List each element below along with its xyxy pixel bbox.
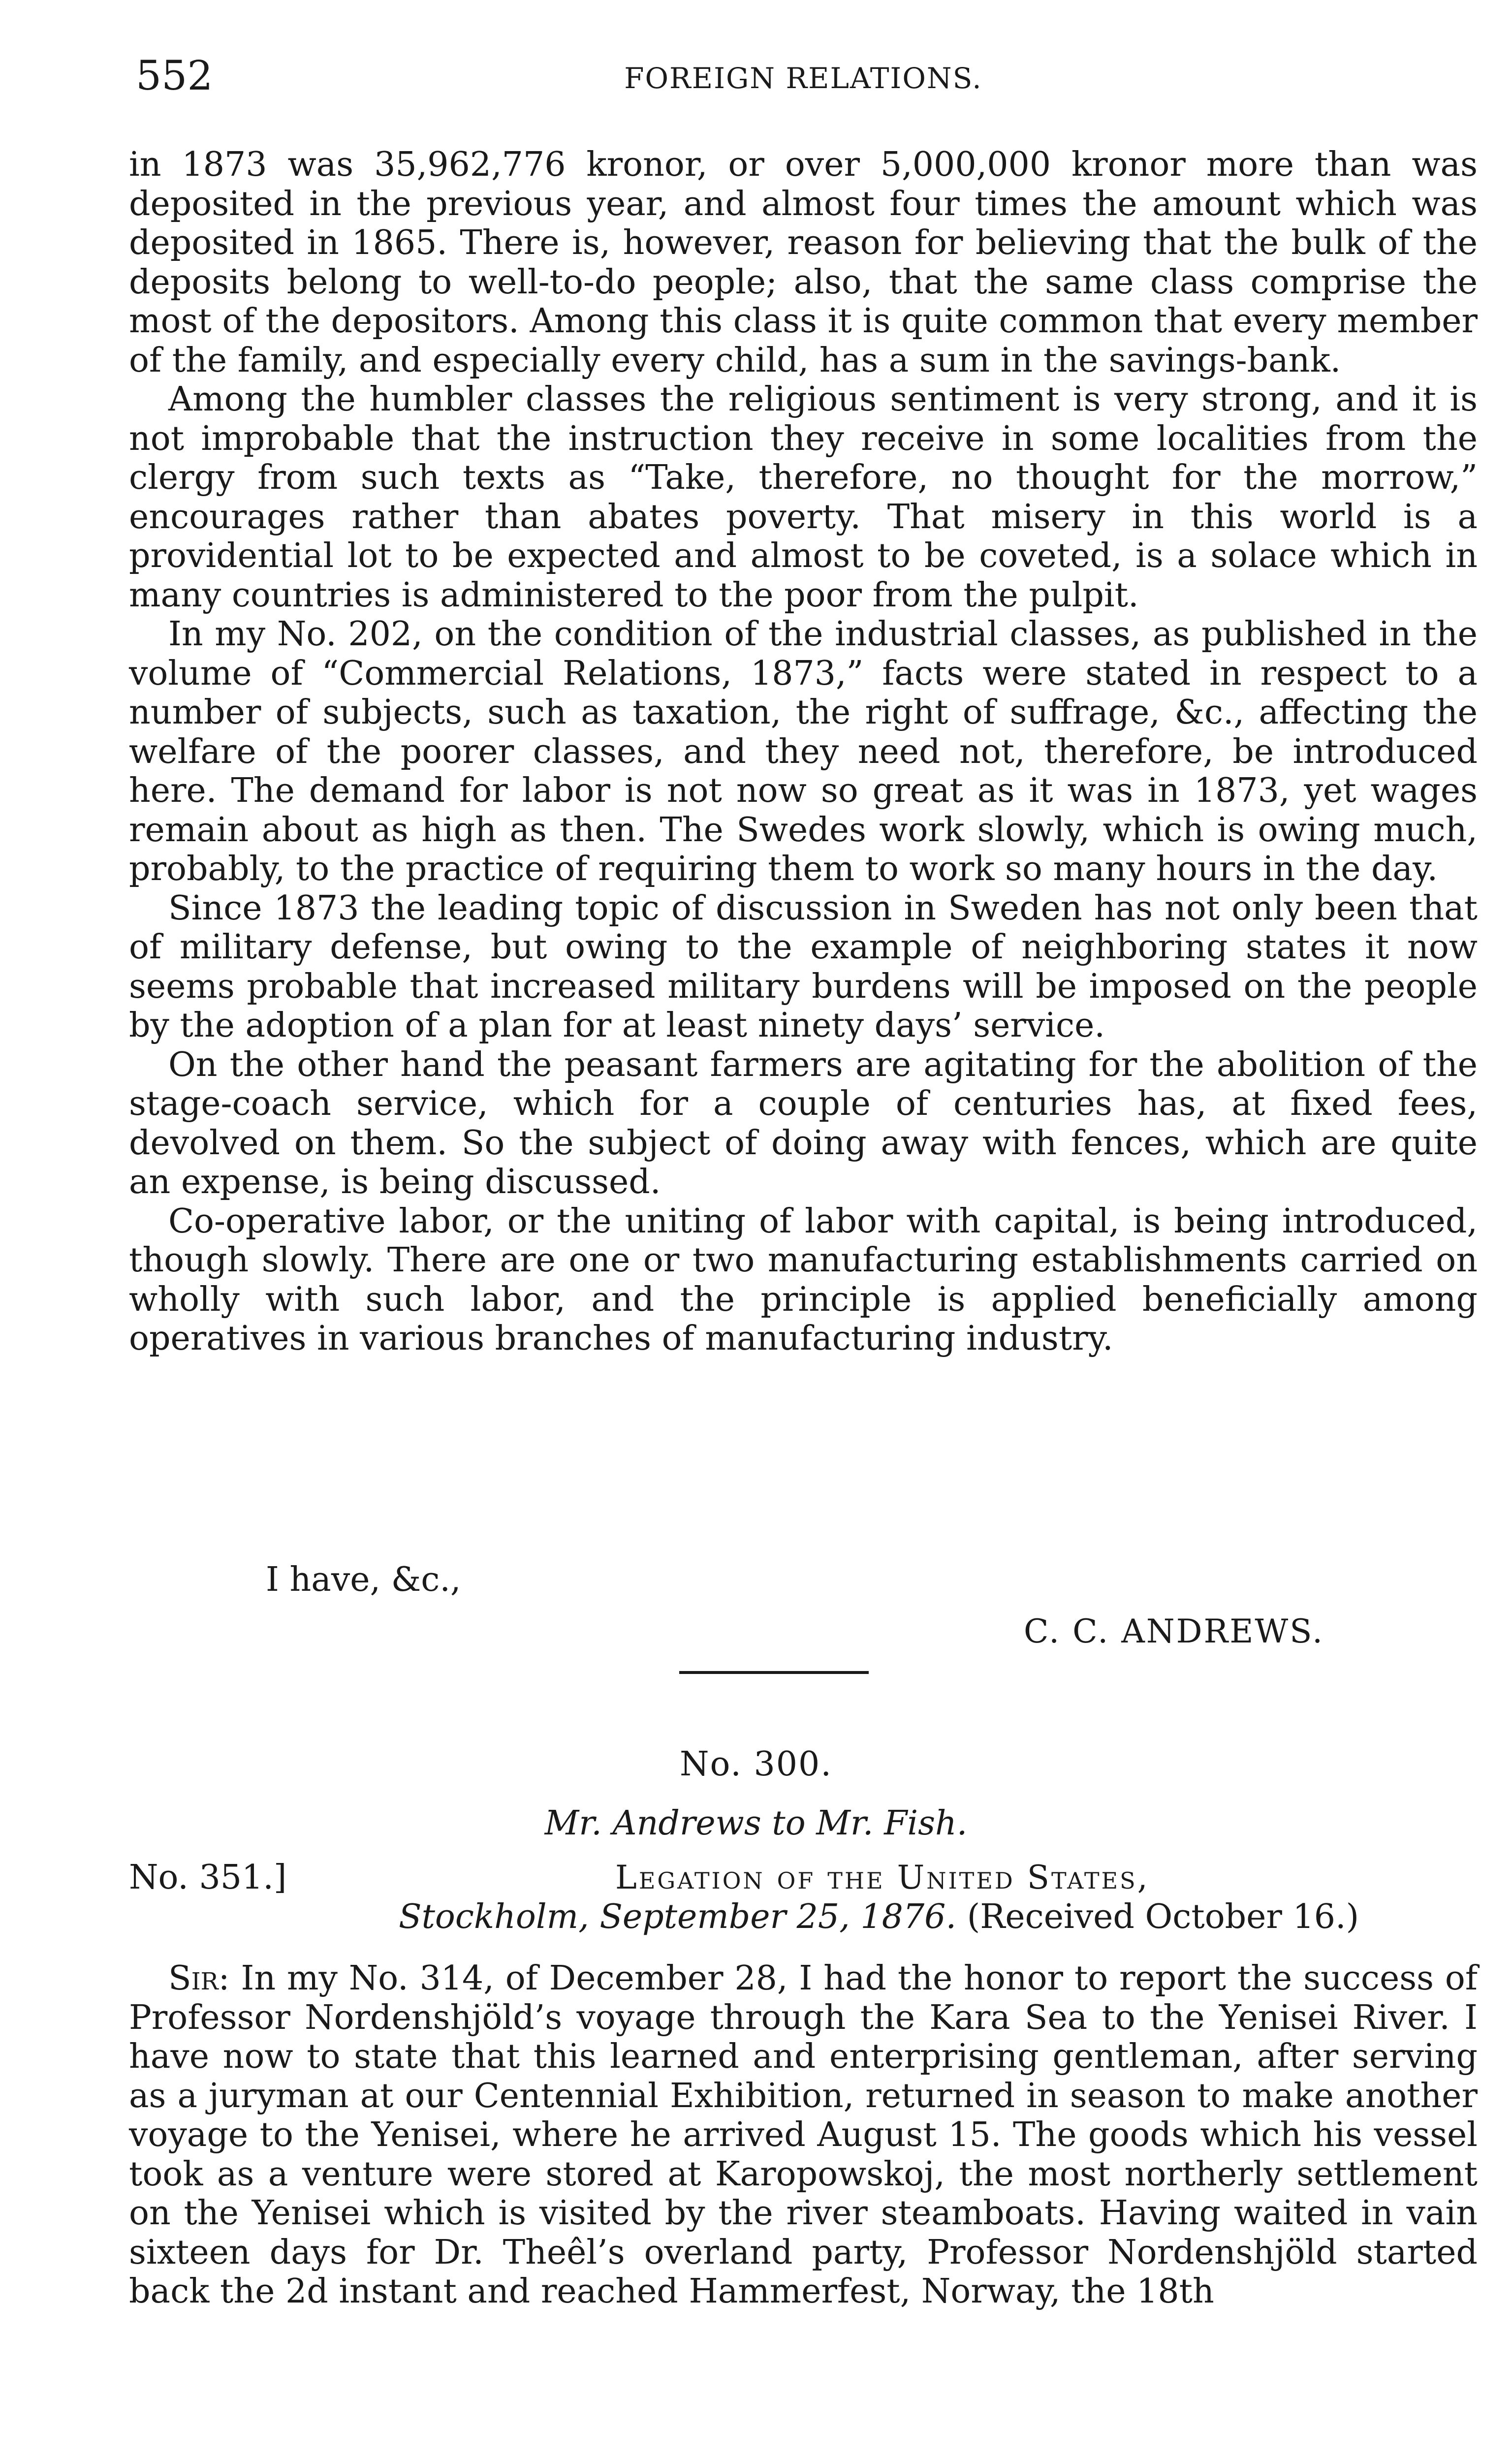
letter-text: In my No. 314, of December 28, I had the honor to report the success of Professor Nordenshjöld’s voyage through the Kara Sea to the Yenisei River. I have now to state that this learned and enterprising gentleman, after serving as a juryman at our Centennial Exhibition, returned in season to make another voyage to the Yenisei, where he arrived August 15. The goods which his vessel took as a venture were stored at Karopowskoj, the most northerly settlement on the Yenisei which is visited by the river steamboats. Having waited in vain sixteen days for Dr. Theêl’s overland party, Professor Nordenshjöld started back the 2d instant and reached Hammerfest, Norway, the 18th [129,1959,1478,2311]
place-date: Stockholm, September 25, 1876. [399,1897,957,1936]
document-heading: Mr. Andrews to Mr. Fish. [544,1804,968,1843]
received-date: (Received October 16.) [967,1897,1359,1936]
closing-phrase: I have, &c., [266,1560,461,1599]
reference-number: No. 351.] [129,1858,287,1897]
running-head [129,54,1478,98]
section-divider [679,1671,869,1674]
dateline [399,1897,1359,1937]
paragraph-cooperative-labor: Co-operative labor, or the uniting of labor with capital, is being introduced, though slowly. There are one or two manufacturing establishments carried on wholly with such labor, and the principle is applied beneficially among operatives in various branches of manufacturing industry. [129,1201,1478,1358]
body-text [129,145,1478,1358]
paragraph-peasant-farmers: On the other hand the peasant farmers are agitating for the abolition of the stage-coach service, which for a couple of centuries has, at fixed fees, devolved on them. So the subject of doing away with fences, which are quite an expense, is being discussed. [129,1045,1478,1201]
page-number: 552 [136,53,213,99]
salutation: Sir: [168,1959,230,1998]
paragraph-religious-sentiment: Among the humbler classes the religious sentiment is very strong, and it is not improbable that the instruction they receive in some localities from the clergy from such texts as “Take, therefore, no thought for the morrow,” encourages rather than abates poverty. That misery in this world is a providential lot to be expected and almost to be coveted, is a solace which in many countries is administered to the poor from the pulpit. [129,380,1478,615]
paragraph-military-defense: Since 1873 the leading topic of discussion in Sweden has not only been that of military defense, but owing to the example of neighboring states it now seems probable that increased military burdens will be imposed on the people by the adoption of a plan for at least ninety days’ service. [129,888,1478,1045]
legation-line: Legation of the United States, [615,1859,1150,1896]
signature: C. C. ANDREWS. [1024,1612,1324,1650]
document-number: No. 300. [680,1745,832,1784]
letter-body [129,1959,1478,2311]
paragraph-savings: in 1873 was 35,962,776 kronor, or over 5,000,000 kronor more than was deposited in the previous year, and almost four times the amount which was deposited in 1865. There is, however, reason for believing that the bulk of the deposits belong to well-to-do people; also, that the same class comprise the most of the depositors. Among this class it is quite common that every member of the family, and especially every child, has a sum in the savings-bank. [129,145,1478,380]
running-title: FOREIGN RELATIONS. [624,62,982,95]
paragraph-industrial-classes: In my No. 202, on the condition of the industrial classes, as published in the volume of “Commercial Relations, 1873,” facts were stated in respect to a number of subjects, such as taxation, the right of suffrage, &c., affecting the welfare of the poorer classes, and they need not, therefore, be introduced here. The demand for labor is not now so great as it was in 1873, yet wages remain about as high as then. The Swedes work slowly, which is owing much, probably, to the practice of requiring them to work so many hours in the day. [129,615,1478,888]
letter-paragraph [129,1959,1478,2311]
